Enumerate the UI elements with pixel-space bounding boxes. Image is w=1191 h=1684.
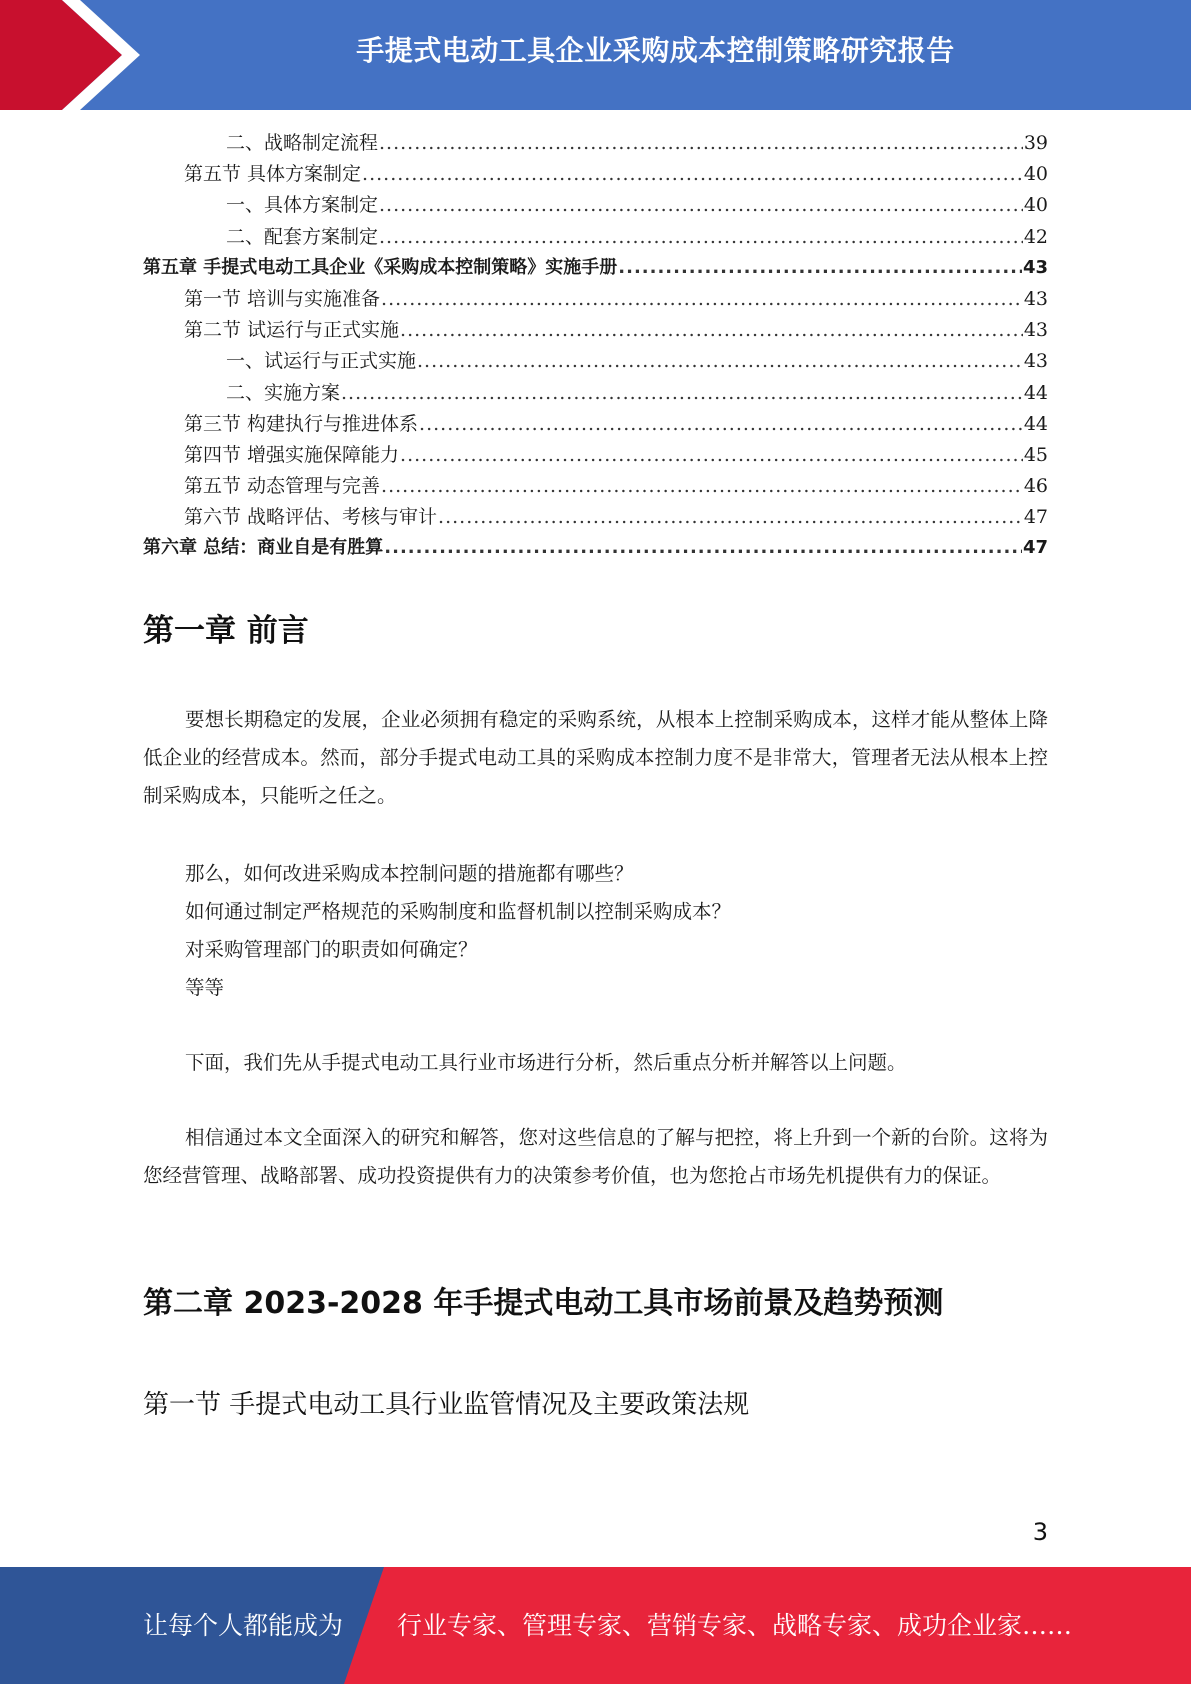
- toc-entry-label: 二、实施方案: [226, 381, 341, 404]
- toc-entry-label: 二、战略制定流程: [226, 132, 379, 154]
- toc-entry-page: 46: [1023, 475, 1048, 498]
- question-line-2: 如何通过制定严格规范的采购制度和监督机制以控制采购成本？: [185, 900, 732, 923]
- footer-slogan-right: 行业专家、管理专家、营销专家、战略专家、成功企业家……: [397, 1611, 1073, 1640]
- toc-leader-dots: [362, 163, 1023, 185]
- chapter1-paragraph-1: 要想长期稳定的发展，企业必须拥有稳定的采购系统，从根本上控制采购成本，这样才能从整体上降低企业的经营成本。然而，部分手提式电动工具的采购成本控制力度不是非常大，管理者无法从根本上控制采购成本，只能听之任之。: [143, 708, 1048, 807]
- toc-leader-dots: [381, 288, 1023, 310]
- chapter2-heading: 第二章 2023-2028 年手提式电动工具市场前景及趋势预测: [143, 1286, 944, 1321]
- toc-leader-dots: [379, 226, 1023, 248]
- toc-entry-label: 第一节 培训与实施准备: [184, 287, 381, 310]
- toc-entry-label: 第六节 战略评估、考核与审计: [184, 506, 438, 529]
- toc-entry-label: 二、配套方案制定: [226, 225, 379, 248]
- section-heading: 第一节 手提式电动工具行业监管情况及主要政策法规: [143, 1390, 750, 1420]
- page-header: [0, 0, 1191, 110]
- footer-slogan-left: 让每个人都能成为: [143, 1611, 344, 1640]
- chapter1-paragraph-3: 相信通过本文全面深入的研究和解答，您对这些信息的了解与把控，将上升到一个新的台阶。这将为您经营管理、战略部署、成功投资提供有力的决策参考价值，也为您抢占市场先机提供有力的保证。: [143, 1126, 1048, 1187]
- toc-entry[interactable]: [143, 222, 1048, 253]
- toc-leader-dots: [381, 475, 1023, 497]
- toc-entry[interactable]: [143, 159, 1048, 190]
- toc-leader-dots: [618, 257, 1022, 278]
- toc-entry-label: 一、试运行与正式实施: [226, 350, 417, 373]
- page-footer: [0, 1567, 1191, 1684]
- toc-entry[interactable]: [143, 533, 1048, 564]
- toc-leader-dots: [400, 444, 1023, 466]
- toc-entry[interactable]: [143, 346, 1048, 377]
- toc-entry-label: 第三节 构建执行与推进体系: [184, 412, 419, 435]
- toc-entry-label: 第五节 动态管理与完善: [184, 475, 381, 498]
- toc-entry-page: 39: [1023, 132, 1048, 154]
- toc-entry-page: 43: [1022, 256, 1048, 278]
- toc-entry[interactable]: [143, 440, 1048, 471]
- toc-entry-label: 第四节 增强实施保障能力: [184, 443, 400, 466]
- toc-entry-page: 47: [1022, 537, 1048, 559]
- toc-leader-dots: [400, 319, 1023, 341]
- toc-entry[interactable]: [143, 502, 1048, 533]
- toc-entry-page: 40: [1023, 194, 1048, 217]
- toc-entry-label: 第五章 手提式电动工具企业《采购成本控制策略》实施手册: [143, 256, 618, 278]
- toc-entry-page: 43: [1023, 350, 1048, 373]
- toc-entry-page: 47: [1023, 506, 1048, 529]
- toc-entry-label: 第二节 试运行与正式实施: [184, 319, 400, 342]
- toc-entry-page: 44: [1023, 412, 1048, 435]
- question-line-3: 对采购管理部门的职责如何确定？: [185, 938, 478, 961]
- toc-leader-dots: [438, 506, 1023, 528]
- toc-entry[interactable]: [143, 471, 1048, 502]
- toc-leader-dots: [384, 537, 1022, 558]
- toc-leader-dots: [341, 382, 1023, 404]
- page-number: 3: [1032, 1518, 1048, 1546]
- toc-entry[interactable]: [143, 190, 1048, 221]
- toc-entry-label: 一、具体方案制定: [226, 194, 379, 217]
- toc-leader-dots: [419, 413, 1023, 435]
- toc-entry-page: 45: [1023, 443, 1048, 466]
- toc-entry[interactable]: [143, 409, 1048, 440]
- toc-leader-dots: [379, 132, 1023, 154]
- question-line-4: 等等: [185, 976, 225, 999]
- chapter1-heading: 第一章 前言: [143, 613, 309, 649]
- toc-entry-page: 42: [1023, 225, 1048, 248]
- table-of-contents: [143, 128, 1048, 565]
- toc-entry[interactable]: [143, 253, 1048, 284]
- toc-entry-page: 40: [1023, 163, 1048, 186]
- toc-entry[interactable]: [143, 378, 1048, 409]
- report-title: 手提式电动工具企业采购成本控制策略研究报告: [356, 34, 955, 67]
- toc-leader-dots: [417, 350, 1023, 372]
- header-arrow-graphic: [0, 0, 160, 110]
- toc-entry-label: 第五节 具体方案制定: [184, 163, 362, 186]
- toc-entry[interactable]: [143, 284, 1048, 315]
- chapter1-paragraph-2: 下面，我们先从手提式电动工具行业市场进行分析，然后重点分析并解答以上问题。: [185, 1051, 907, 1074]
- toc-entry[interactable]: [143, 128, 1048, 159]
- toc-entry-page: 43: [1023, 287, 1048, 310]
- question-line-1: 那么，如何改进采购成本控制问题的措施都有哪些？: [185, 862, 634, 885]
- toc-entry-label: 第六章 总结：商业自是有胜算: [143, 537, 384, 559]
- toc-entry[interactable]: [143, 315, 1048, 346]
- toc-leader-dots: [379, 194, 1023, 216]
- toc-entry-page: 43: [1023, 319, 1048, 342]
- toc-entry-page: 44: [1023, 381, 1048, 404]
